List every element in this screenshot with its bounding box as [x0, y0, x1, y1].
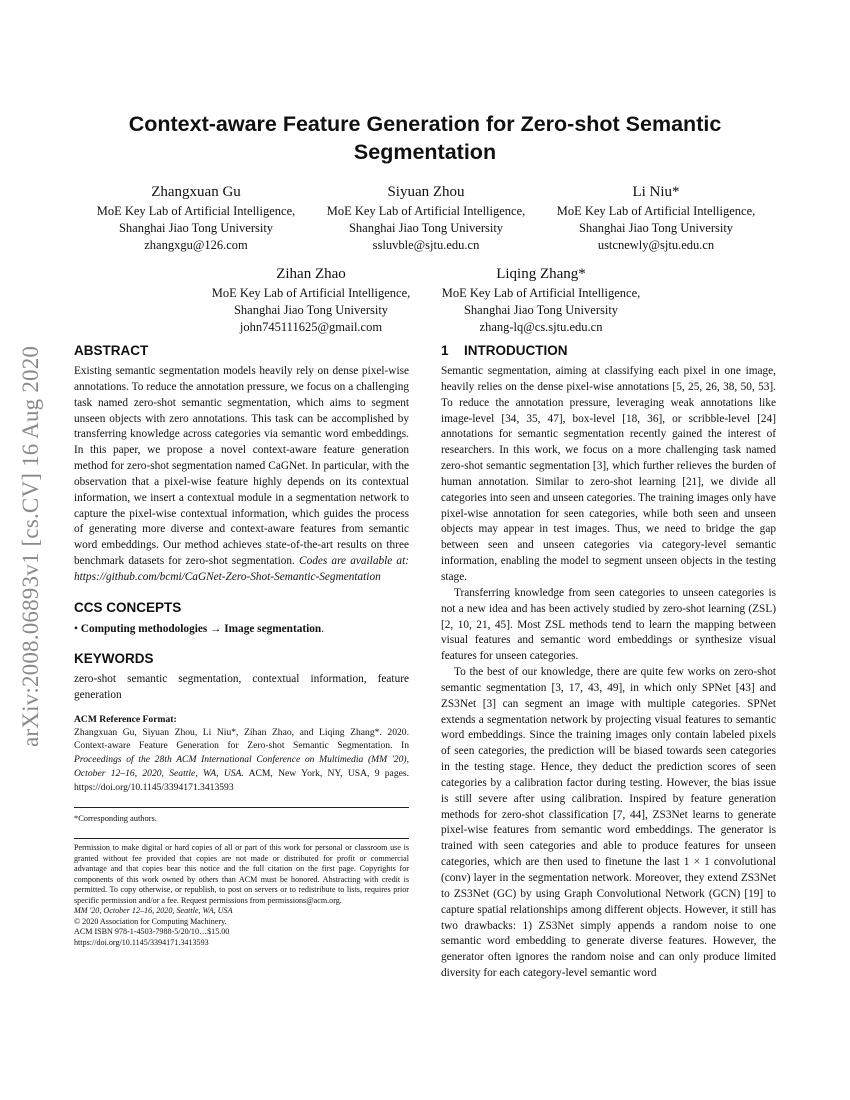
permission-divider — [74, 838, 409, 839]
author-institution: Shanghai Jiao Tong University — [118, 220, 274, 235]
author-name: Siyuan Zhou — [387, 184, 465, 200]
bullet: • — [74, 622, 78, 635]
author-institution: Shanghai Jiao Tong University — [578, 220, 734, 235]
left-column — [74, 341, 409, 948]
author-block — [195, 263, 427, 335]
intro-paragraph-3: To the best of our knowledge, there are quite few works on zero-shot semantic segmentation [3, 17, 43, 49], in which only SPNet [43] and ZS3Net [3] can segment an image with multiple categories. SPNet extends a segmentation network by projecting visual features to semantic word embeddings. Since the training images only contain labeled pixels of seen categories, the prediction will be biased towards seen categories in the testing stage. Hence, they deduct the prediction scores of seen categories by a calibration factor during testing. However, the bias issue is still severe after using calibration. Inspired by feature generation methods for zero-shot classification [7, 44], ZS3Net learns to generate pixel-wise features from semantic word embeddings. The generator is trained with seen categories and able to produce features for unseen categories, which are then used to finetune the last 1 × 1 convolutional (conv) layer in the segmentation network. Moreover, they extend ZS3Net to ZS3Net (GC) by using Graph Convolutional Network (GCN) [19] to capture spatial relationships among different objects. However, it still has two drawbacks: 1) ZS3Net simply appends a random noise to one semantic word embedding to generate diverse features. However, the generator often ignores the random noise and can only produce limited diversity for each category-level semantic word — [441, 666, 776, 980]
author-block — [310, 181, 542, 253]
author-email: zhang-lq@cs.sjtu.edu.cn — [479, 319, 603, 334]
abstract-text — [74, 364, 409, 586]
corresponding-authors-footnote: *Corresponding authors. — [74, 814, 157, 824]
author-institution: Shanghai Jiao Tong University — [463, 302, 619, 317]
period: . — [321, 622, 325, 635]
acm-reference-publisher: ACM, New York, NY, USA, 9 pages. https://doi.org/10.1145/3394171.3413593 — [74, 767, 410, 793]
keywords-heading: KEYWORDS — [74, 650, 154, 666]
author-affiliation: MoE Key Lab of Artificial Intelligence, — [441, 286, 641, 300]
author-affiliation: MoE Key Lab of Artificial Intelligence, — [211, 286, 411, 300]
acm-reference-text — [74, 726, 409, 795]
author-email: zhangxgu@126.com — [144, 237, 248, 252]
isbn-line: ACM ISBN 978-1-4503-7988-5/20/10…$15.00 — [74, 927, 230, 937]
acm-reference-authors: Zhangxuan Gu, Siyuan Zhou, Li Niu*, Zihan Zhao, and Liqing Zhang*. 2020. Context-aware Feature Generation for Zero-shot Semantic Segmentation. In — [74, 726, 409, 752]
ccs-concept-primary: Computing methodologies — [80, 622, 208, 635]
code-availability-note: Codes are available at: https://github.com/bcmi/CaGNet-Zero-Shot-Semantic-Segmentation — [74, 555, 409, 583]
author-block — [80, 181, 312, 253]
arxiv-identifier-stamp: arXiv:2008.06893v1 [cs.CV] 16 Aug 2020 — [18, 345, 43, 747]
author-name: Zihan Zhao — [276, 266, 346, 282]
keywords-text: zero-shot semantic segmentation, contextual information, feature generation — [74, 672, 409, 701]
author-affiliation: MoE Key Lab of Artificial Intelligence, — [326, 204, 526, 218]
abstract-body: Existing semantic segmentation models heavily rely on dense pixel-wise annotations. To reduce the annotation pressure, we focus on a challenging task named zero-shot semantic segmentation, which aims to segment unseen objects with zero annotations. This task can be accomplished by transferring knowledge across categories via semantic word embeddings. In this paper, we propose a novel context-aware feature generation method for zero-shot segmentation named CaGNet. In particular, with the observation that a pixel-wise feature highly depends on its contextual information, we insert a contextual module in a segmentation network to capture the pixel-wise contextual information, which guides the process of generating more diverse and context-aware features from semantic word embeddings. Our method achieves state-of-the-art results on three benchmark datasets for zero-shot segmentation. — [74, 365, 409, 568]
section-title: INTRODUCTION — [464, 343, 568, 358]
author-name: Liqing Zhang* — [496, 266, 586, 282]
acm-reference-venue: Proceedings of the 28th ACM International Conference on Multimedia (MM '20), October 12–16, 2020, Seattle, WA, USA. — [74, 754, 409, 779]
right-column — [441, 341, 776, 982]
section-number: 1 — [441, 343, 449, 358]
author-institution: Shanghai Jiao Tong University — [233, 302, 389, 317]
author-affiliation: MoE Key Lab of Artificial Intelligence, — [96, 204, 296, 218]
abstract-heading: ABSTRACT — [74, 343, 149, 358]
acm-reference-label: ACM Reference Format: — [74, 713, 177, 725]
author-email: ustcnewly@sjtu.edu.cn — [597, 237, 715, 252]
footnote-divider — [74, 807, 409, 808]
paper-title: Context-aware Feature Generation for Zero-shot Semantic Segmentation — [128, 112, 722, 164]
intro-paragraph-2: Transferring knowledge from seen categories to unseen categories is not a new idea and has been actively studied by zero-shot learning (ZSL) [2, 10, 21, 45]. Most ZSL methods tend to learn the mapping between visual features and semantic word embeddings or synthesize visual features for unseen categories. — [441, 586, 776, 663]
copyright-line: © 2020 Association for Computing Machinery. — [74, 916, 227, 926]
publication-info — [74, 906, 409, 948]
author-block — [425, 263, 657, 335]
doi-line: https://doi.org/10.1145/3394171.3413593 — [74, 937, 209, 947]
ccs-concept-line — [74, 621, 409, 637]
conference-info: MM '20, October 12–16, 2020, Seattle, WA, USA — [74, 906, 233, 916]
arrow-icon: → — [210, 622, 222, 635]
author-affiliation: MoE Key Lab of Artificial Intelligence, — [556, 204, 756, 218]
author-email: ssluvble@sjtu.edu.cn — [372, 237, 480, 252]
author-name: Zhangxuan Gu — [151, 184, 241, 200]
ccs-concepts-heading: CCS CONCEPTS — [74, 599, 182, 615]
permission-statement: Permission to make digital or hard copies of all or part of this work for personal or classroom use is granted without fee provided that copies are not made or distributed for profit or commercial advantage and that copies bear this notice and the full citation on the first page. Copyrights for components of this work owned by others than ACM must be honored. Abstracting with credit is permitted. To copy otherwise, or republish, to post on servers or to redistribute to lists, requires prior specific permission and/or a fee. Request permissions from permissions@acm.org. — [74, 843, 409, 905]
author-block — [540, 181, 772, 253]
intro-paragraph-1: Semantic segmentation, aiming at classifying each pixel in one image, heavily relies on the dense pixel-wise annotations [5, 25, 26, 38, 50, 53]. To reduce the annotation pressure, leveraging weak annotations like image-level [34, 35, 47], box-level [18, 36], or scribble-level [24] annotations for semantic segmentation recently gained the interest of researchers. In this work, we focus on a more challenging task named zero-shot semantic segmentation [3], which further relieves the burden of human annotation. Similar to zero-shot learning [21], we divide all categories into seen and unseen categories. The training images only have pixel-wise annotation for seen categories, while both seen and unseen objects may appear in test images. Thus, we need to bridge the gap between seen and unseen categories via category-level semantic information, enabling the model to segment unseen objects in the testing stage. — [441, 365, 776, 583]
ccs-concept-secondary: Image segmentation — [224, 622, 322, 635]
author-name: Li Niu* — [632, 184, 680, 200]
author-institution: Shanghai Jiao Tong University — [348, 220, 504, 235]
author-email: john745111625@gmail.com — [239, 319, 383, 334]
introduction-heading — [441, 341, 776, 360]
